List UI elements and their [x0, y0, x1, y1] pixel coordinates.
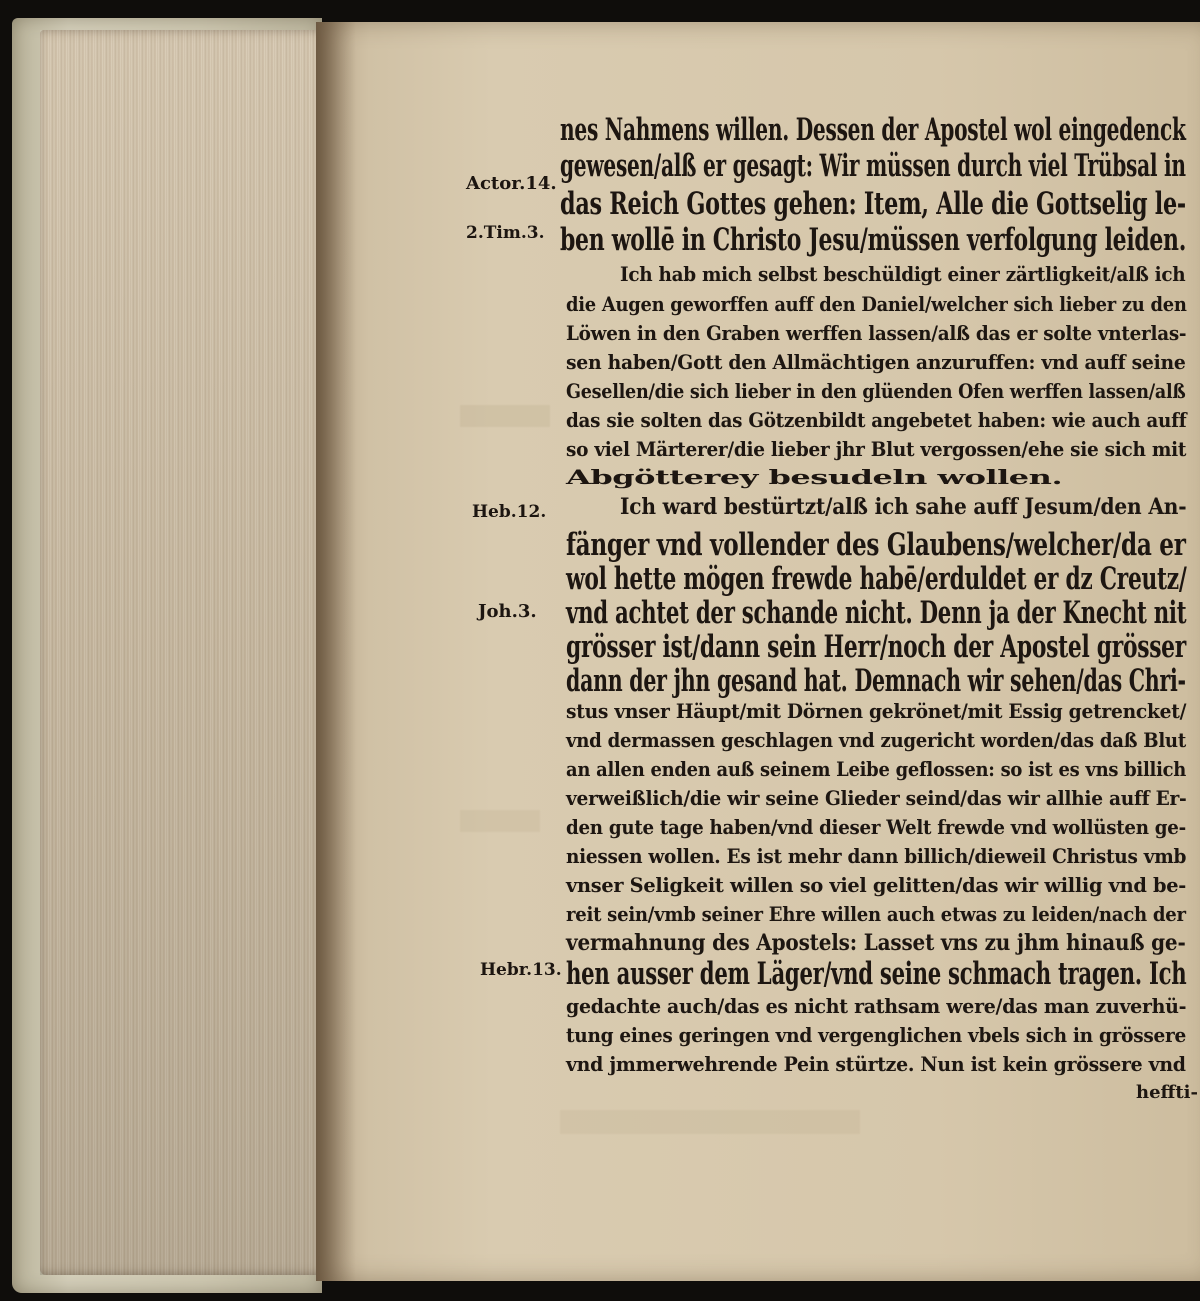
text-line: reit sein/vmb seiner Ehre willen auch etwas zu leiden/nach der	[566, 902, 1186, 926]
text-line: fänger vnd vollender des Glaubens/welcher/da er	[566, 527, 1186, 563]
text-line: nes Nahmens willen. Dessen der Apostel wol eingedenck	[560, 112, 1186, 148]
text-line: Gesellen/die sich lieber in den glüenden Ofen werffen lassen/alß	[566, 379, 1186, 403]
text-line: tung eines geringen vnd vergenglichen vbels sich in grössere	[566, 1023, 1186, 1047]
text-line: vermahnung des Apostels: Lasset vns zu jhm hinauß ge-	[566, 930, 1186, 956]
catchword: heffti-	[1136, 1082, 1198, 1103]
text-line: gewesen/alß er gesagt: Wir müssen durch viel Trübsal in	[560, 148, 1186, 184]
text-line: dann der jhn gesand hat. Demnach wir sehen/das Chri-	[566, 663, 1186, 699]
text-line: Löwen in den Graben werffen lassen/alß das er solte vnterlas-	[566, 321, 1187, 345]
text-line: so viel Märterer/die lieber jhr Blut vergossen/ehe sie sich mit	[566, 437, 1187, 461]
text-line: verweißlich/die wir seine Glieder seind/das wir allhie auff Er-	[566, 786, 1187, 810]
text-line: niessen wollen. Es ist mehr dann billich/dieweil Christus vmb	[566, 844, 1187, 868]
text-line: das sie solten das Götzenbildt angebetet haben: wie auch auff	[566, 408, 1187, 432]
text-line: an allen enden auß seinem Leibe geflossen: so ist es vns billich	[566, 757, 1187, 781]
marginal-note: Heb.12.	[472, 502, 547, 522]
text-line: sen haben/Gott den Allmächtigen anzuruffen: vnd auff seine	[566, 350, 1186, 374]
show-through	[460, 810, 540, 832]
text-line: vnd dermassen geschlagen vnd zugericht worden/das daß Blut	[566, 728, 1186, 752]
text-line: wol hette mögen frewde habē/erduldet er dz Creutz/	[566, 561, 1187, 597]
text-line: grösser ist/dann sein Herr/noch der Apostel grösser	[566, 629, 1186, 665]
show-through	[460, 405, 550, 427]
marginal-note: Actor.14.	[466, 173, 557, 194]
text-line: vnd jmmerwehrende Pein stürtze. Nun ist kein grössere vnd	[566, 1052, 1186, 1076]
text-line: gedachte auch/das es nicht rathsam were/das man zuverhü-	[566, 994, 1187, 1018]
text-line: hen ausser dem Läger/vnd seine schmach tragen. Ich	[566, 956, 1187, 992]
page-block-edges	[40, 30, 330, 1275]
text-line: den gute tage haben/vnd dieser Welt frewde vnd wollüsten ge-	[566, 815, 1186, 839]
text-line: ben wollē in Christo Jesu/müssen verfolgung leiden.	[560, 222, 1187, 258]
text-line: vnser Seligkeit willen so viel gelitten/das wir willig vnd be-	[566, 873, 1187, 897]
text-line: stus vnser Häupt/mit Dörnen gekrönet/mit Essig getrencket/	[566, 699, 1187, 723]
marginal-note: Joh.3.	[478, 601, 537, 622]
marginal-note: Hebr.13.	[480, 960, 562, 980]
show-through	[560, 1110, 860, 1134]
text-line: Abgötterey besudeln wollen.	[566, 465, 1063, 489]
gutter-shadow	[316, 22, 356, 1281]
text-line: Ich hab mich selbst beschüldigt einer zärtligkeit/alß ich	[620, 262, 1186, 286]
text-line: vnd achtet der schande nicht. Denn ja der Knecht nit	[566, 595, 1187, 631]
text-line: die Augen geworffen auff den Daniel/welcher sich lieber zu den	[566, 292, 1187, 316]
text-line: das Reich Gottes gehen: Item, Alle die Gottselig le-	[560, 186, 1186, 222]
marginal-note: 2.Tim.3.	[466, 223, 545, 243]
text-line: Ich ward bestürtzt/alß ich sahe auff Jesum/den An-	[620, 494, 1187, 520]
